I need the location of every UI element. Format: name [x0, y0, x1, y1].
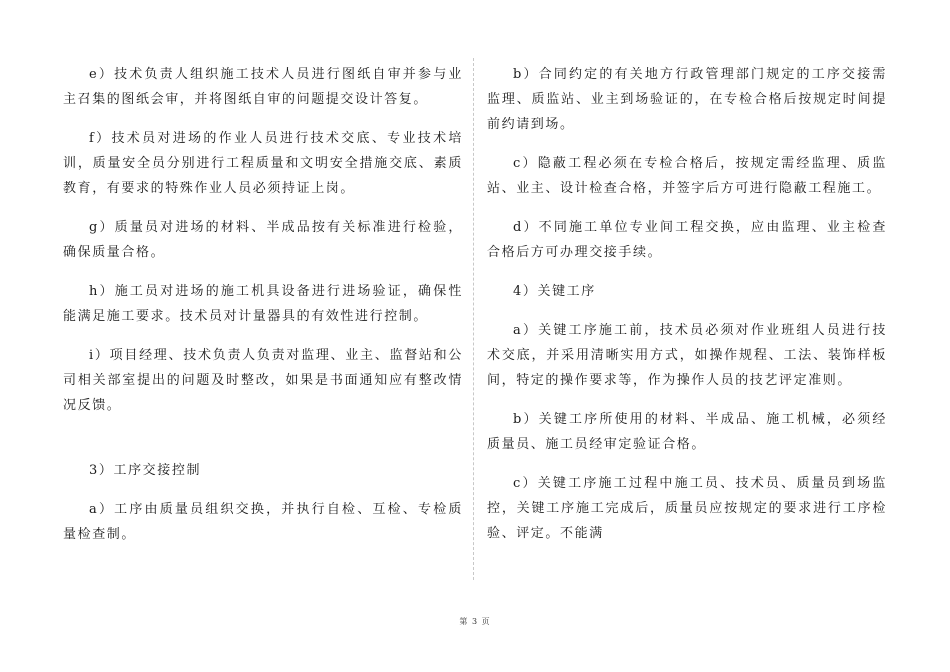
- paragraph-handover-c: c）隐蔽工程必须在专检合格后，按规定需经监理、质监站、业主、设计检查合格，并签字后方可进行隐蔽工程施工。: [487, 156, 887, 196]
- paragraph-i: i）项目经理、技术负责人负责对监理、业主、监督站和公司相关部室提出的问题及时整改，如果是书面通知应有整改情况反馈。: [63, 348, 463, 413]
- paragraph-f: f）技术员对进场的作业人员进行技术交底、专业技术培训，质量安全员分别进行工程质量和文明安全措施交底、素质教育，有要求的特殊作业人员必须持证上岗。: [63, 131, 463, 196]
- paragraph-handover-b: b）合同约定的有关地方行政管理部门规定的工序交接需监理、质监站、业主到场验证的，在专检合格后按规定时间提前约请到场。: [487, 67, 887, 132]
- page-number: 第 3 页: [459, 617, 491, 626]
- paragraph-key-c: c）关键工序施工过程中施工员、技术员、质量员到场监控，关键工序施工完成后，质量员应按规定的要求进行工序检验、评定。不能满: [487, 476, 887, 541]
- paragraph-e: e）技术负责人组织施工技术人员进行图纸自审并参与业主召集的图纸会审，并将图纸自审的问题提交设计答复。: [63, 67, 463, 107]
- paragraph-key-a: a）关键工序施工前，技术员必须对作业班组人员进行技术交底，并采用清晰实用方式，如操作规程、工法、装饰样板间，特定的操作要求等，作为操作人员的技艺评定准则。: [487, 323, 887, 388]
- section-heading-key-process: 4）关键工序: [513, 284, 596, 299]
- paragraph-handover-a: a）工序由质量员组织交换，并执行自检、互检、专检质量检查制。: [63, 502, 463, 542]
- left-column: [63, 62, 463, 561]
- column-divider: [473, 58, 474, 580]
- right-column: [487, 62, 887, 560]
- paragraph-g: g）质量员对进场的材料、半成品按有关标准进行检验，确保质量合格。: [63, 220, 463, 260]
- paragraph-h: h）施工员对进场的施工机具设备进行进场验证，确保性能满足施工要求。技术员对计量器具的有效性进行控制。: [63, 284, 463, 324]
- section-heading-process-handover: 3）工序交接控制: [89, 463, 202, 478]
- paragraph-key-b: b）关键工序所使用的材料、半成品、施工机械，必须经质量员、施工员经审定验证合格。: [487, 412, 887, 452]
- paragraph-handover-d: d）不同施工单位专业间工程交换，应由监理、业主检查合格后方可办理交接手续。: [487, 220, 887, 260]
